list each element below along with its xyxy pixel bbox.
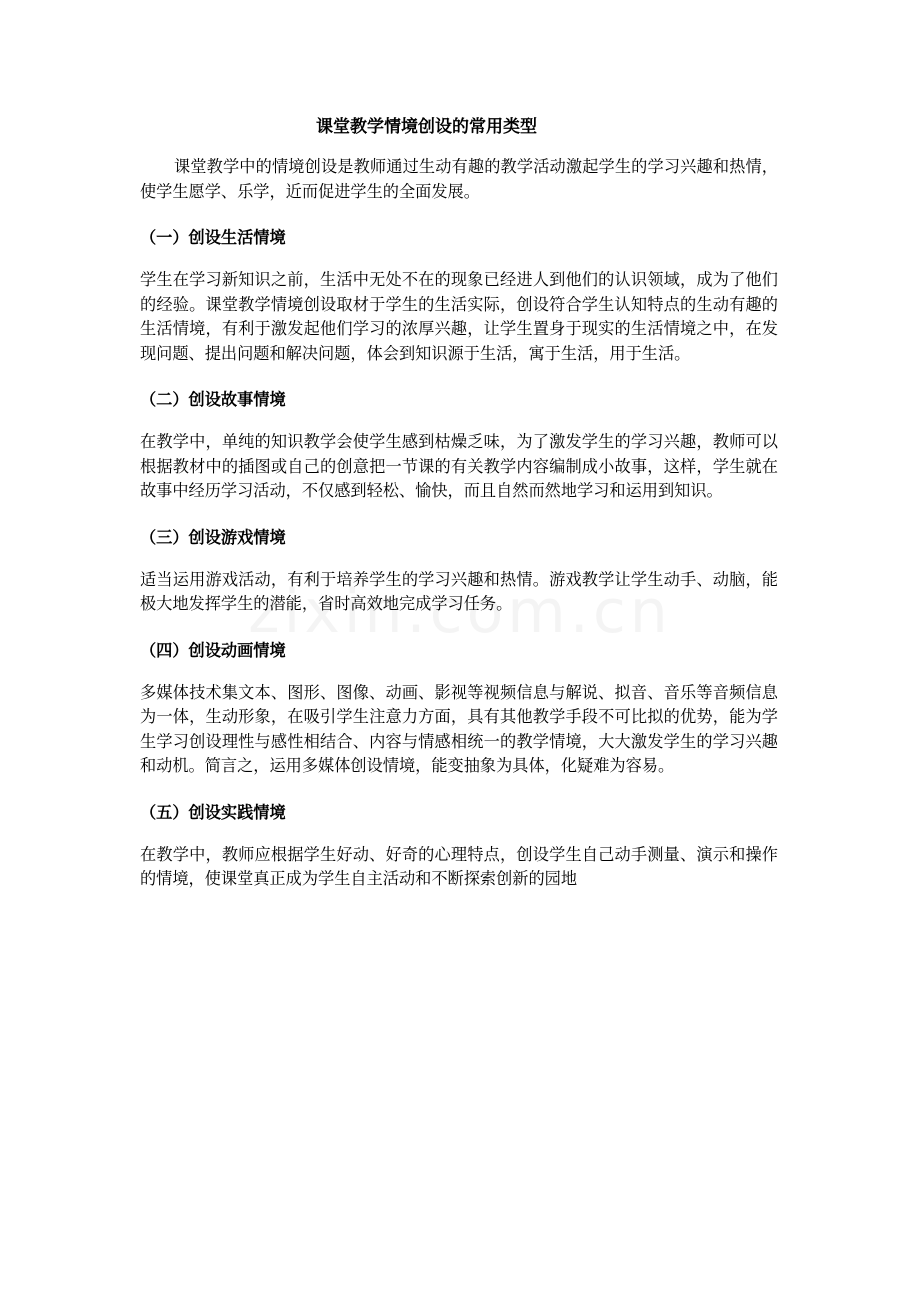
section-body-5: 在教学中，教师应根据学生好动、好奇的心理特点，创设学生自己动手测量、演示和操作的情境，使课堂真正成为学生自主活动和不断探索创新的园地 (140, 844, 778, 888)
section-heading-2: （二）创设故事情境 (140, 390, 286, 409)
section-heading-4: （四）创设动画情境 (140, 640, 286, 660)
section-body-3: 适当运用游戏活动，有利于培养学生的学习兴趣和热情。游戏教学让学生动手、动脑，能极大地发挥学生的潜能，省时高效地完成学习任务。 (140, 569, 778, 613)
section-heading-3: （三）创设游戏情境 (140, 527, 286, 547)
document-title: 课堂教学情境创设的常用类型 (316, 117, 537, 137)
section-heading-1: （一）创设生活情境 (140, 228, 286, 247)
document-body (140, 155, 778, 892)
section-body-2: 在教学中，单纯的知识教学会使学生感到枯燥乏味，为了激发学生的学习兴趣，教师可以根据教材中的插图或自己的创意把一节课的有关教学内容编制成小故事，这样，学生就在故事中经历学习活动，不仅感到轻松、愉快，而且自然而然地学习和运用到知识。 (140, 432, 778, 500)
section-heading-5: （五）创设实践情境 (140, 802, 286, 822)
section-body-4: 多媒体技术集文本、图形、图像、动画、影视等视频信息与解说、拟音、音乐等音频信息为一体，生动形象，在吸引学生注意力方面，具有其他教学手段不可比拟的优势，能为学生学习创设理性与感性相结合、内容与情感相统一的教学情境，大大激发学生的学习兴趣和动机。简言之，运用多媒体创设情境，能变抽象为具体，化疑难为容易。 (140, 682, 778, 775)
intro-paragraph: 课堂教学中的情境创设是教师通过生动有趣的教学活动激起学生的学习兴趣和热情，使学生愿学、乐学，近而促进学生的全面发展。 (140, 157, 778, 201)
section-body-1: 学生在学习新知识之前，生活中无处不在的现象已经进人到他们的认识领域，成为了他们的经验。课堂教学情境创设取材于学生的生活实际，创设符合学生认知特点的生动有趣的生活情境，有利于激发起他们学习的浓厚兴趣，让学生置身于现实的生活情境之中，在发现问题、提出问题和解决问题，体会到知识源于生活，寓于生活，用于生活。 (140, 270, 778, 363)
